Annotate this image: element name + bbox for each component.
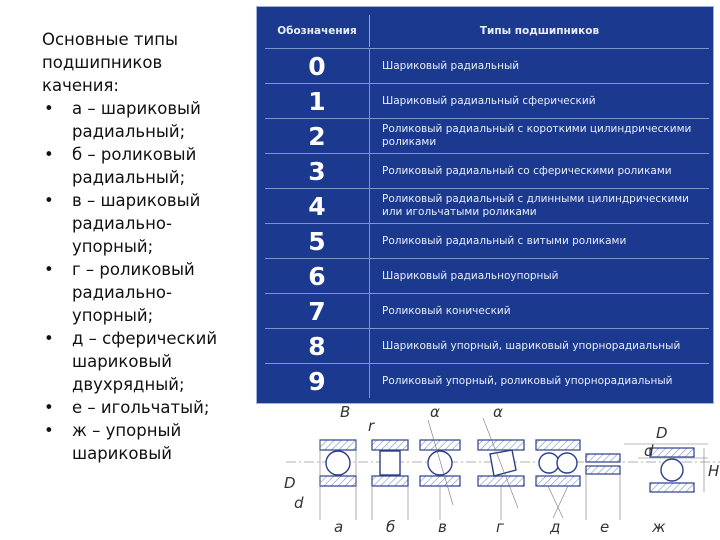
designation-number: 9 xyxy=(265,364,370,398)
list-item-line: радиальный; xyxy=(72,122,186,141)
bearing-designation-table xyxy=(256,6,714,404)
bearing-zh-drawing xyxy=(624,444,708,492)
designation-number: 4 xyxy=(265,189,370,223)
list-item-line: упорный; xyxy=(72,237,154,256)
table-body xyxy=(265,48,709,398)
list-item xyxy=(42,143,252,189)
bearing-type-description: Роликовый радиальный со сферическими роликами xyxy=(382,164,672,177)
list-item-line: шариковый xyxy=(72,444,172,463)
dim-label-D-left: D xyxy=(284,474,296,492)
table-row xyxy=(265,153,709,188)
intro-line: подшипников xyxy=(42,53,163,72)
bearing-label-b: б xyxy=(386,518,396,536)
list-item-line: шариковый xyxy=(72,352,172,371)
list-item-line: двухрядный; xyxy=(72,375,185,394)
bearing-type-description: Роликовый радиальный с длинными цилиндрическими или игольчатыми роликами xyxy=(382,193,690,218)
list-item-line: радиально- xyxy=(72,283,172,302)
list-item-line: радиально- xyxy=(72,214,172,233)
list-item xyxy=(42,258,252,327)
designation-number: 2 xyxy=(265,119,370,153)
designation-number: 6 xyxy=(265,259,370,293)
bearing-label-v: в xyxy=(438,518,447,536)
bullet-icon: • xyxy=(44,421,54,440)
column-header-types: Типы подшипников xyxy=(479,25,600,37)
designation-number: 7 xyxy=(265,294,370,328)
designation-number: 8 xyxy=(265,329,370,363)
left-text-block xyxy=(42,28,252,465)
dim-label-d-left: d xyxy=(294,494,304,512)
intro-heading xyxy=(42,28,252,97)
table-row xyxy=(265,118,709,153)
table-row xyxy=(265,258,709,293)
bearing-label-e: е xyxy=(600,518,610,536)
intro-line: качения: xyxy=(42,76,119,95)
list-item-line: в – шариковый xyxy=(72,191,201,210)
dim-label-alpha: α xyxy=(430,403,440,421)
bearing-e-drawing xyxy=(586,454,620,520)
table-row xyxy=(265,83,709,118)
bearing-label-d: д xyxy=(550,518,561,536)
list-item xyxy=(42,396,252,419)
dim-label-r: r xyxy=(368,417,375,435)
bullet-icon: • xyxy=(44,99,54,118)
list-item-line: г – роликовый xyxy=(72,260,195,279)
bullet-icon: • xyxy=(44,260,54,279)
column-header-designation: Обозначения xyxy=(265,15,370,47)
bearing-label-zh: ж xyxy=(652,518,666,536)
list-item xyxy=(42,189,252,258)
bearing-label-a: а xyxy=(334,518,344,536)
bullet-icon: • xyxy=(44,329,54,348)
bullet-icon: • xyxy=(44,191,54,210)
bearing-v-drawing xyxy=(420,420,460,520)
list-item xyxy=(42,97,252,143)
dim-label-B: B xyxy=(340,403,351,421)
bearing-type-description: Роликовый упорный, роликовый упорнорадиальный xyxy=(382,374,673,387)
designation-number: 5 xyxy=(265,224,370,258)
designation-number: 1 xyxy=(265,84,370,118)
bearing-b-drawing xyxy=(372,440,408,520)
list-item-line: упорный; xyxy=(72,306,154,325)
designation-number: 3 xyxy=(265,154,370,188)
bearing-type-list xyxy=(42,97,252,465)
dim-label-alpha-2: α xyxy=(493,403,503,421)
dim-label-H: H xyxy=(708,462,720,480)
list-item xyxy=(42,327,252,396)
list-item-line: б – роликовый xyxy=(72,145,197,164)
table-row xyxy=(265,328,709,363)
bearing-a-drawing xyxy=(320,440,356,520)
table-row xyxy=(265,363,709,398)
list-item-line: радиальный; xyxy=(72,168,186,187)
list-item-line: а – шариковый xyxy=(72,99,201,118)
bearing-type-description: Роликовый радиальный с витыми роликами xyxy=(382,234,627,247)
table-row xyxy=(265,293,709,328)
table-row xyxy=(265,48,709,83)
intro-line: Основные типы xyxy=(42,30,179,49)
bearing-type-description: Шариковый упорный, шариковый упорнорадиальный xyxy=(382,339,681,352)
list-item xyxy=(42,419,252,465)
list-item-line: ж – упорный xyxy=(72,421,182,440)
list-item-line: е – игольчатый; xyxy=(72,398,210,417)
designation-number: 0 xyxy=(265,49,370,83)
table-row xyxy=(265,223,709,258)
bullet-icon: • xyxy=(44,145,54,164)
dim-label-d: d xyxy=(644,442,654,460)
bearing-cross-section-diagram xyxy=(268,400,720,540)
dim-label-D: D xyxy=(656,424,668,442)
bullet-icon: • xyxy=(44,398,54,417)
bearing-label-g: г xyxy=(496,518,504,536)
bearing-type-description: Роликовый радиальный с короткими цилиндрическими роликами xyxy=(382,123,692,148)
list-item-line: д – сферический xyxy=(72,329,218,348)
bearing-type-description: Шариковый радиальноупорный xyxy=(382,269,559,282)
bearing-d-drawing xyxy=(536,440,580,518)
bearing-type-description: Шариковый радиальный xyxy=(382,59,520,72)
table-header xyxy=(265,15,709,47)
bearing-type-description: Шариковый радиальный сферический xyxy=(382,94,596,107)
bearing-g-drawing xyxy=(478,418,524,520)
table-row xyxy=(265,188,709,223)
bearing-type-description: Роликовый конический xyxy=(382,304,511,317)
